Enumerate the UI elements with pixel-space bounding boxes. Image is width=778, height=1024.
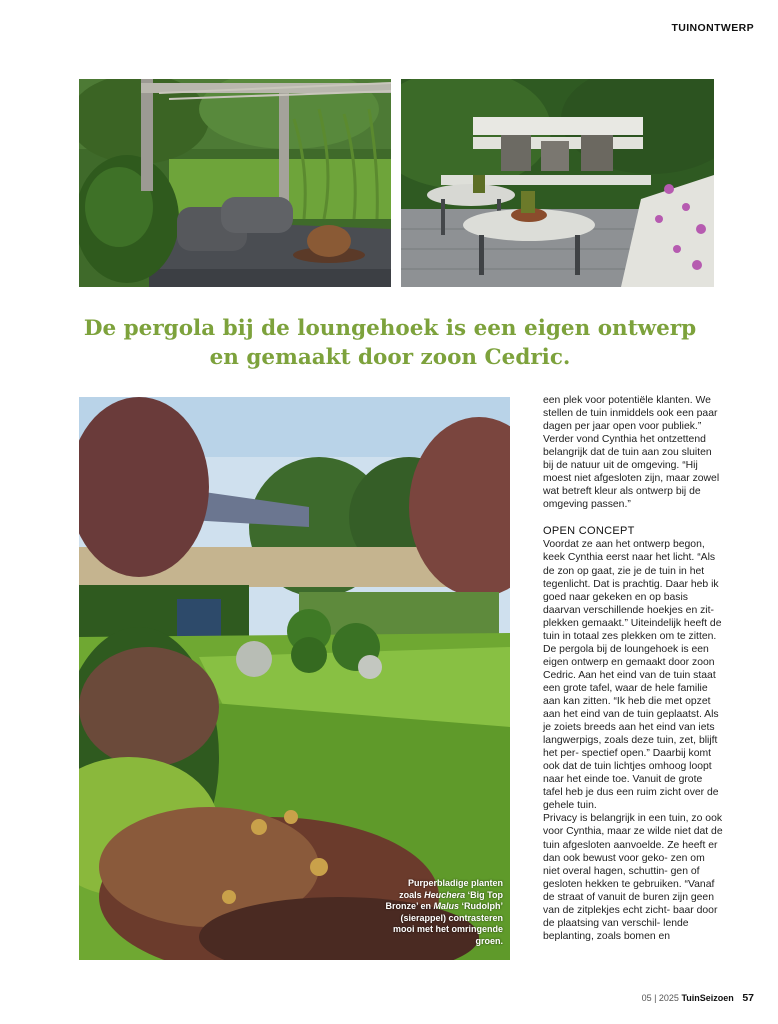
page-footer bbox=[642, 992, 754, 1004]
article-subheading: OPEN CONCEPT bbox=[543, 525, 635, 538]
pull-quote-line-1: De pergola bij de loungehoek is een eigen ontwerp bbox=[83, 316, 697, 341]
page-number: 57 bbox=[742, 992, 754, 1004]
issue-number: 05 | 2025 bbox=[641, 993, 679, 1003]
caption-italic-2: Malus bbox=[433, 901, 459, 912]
article-column bbox=[543, 394, 723, 943]
section-label: TUINONTWERP bbox=[671, 22, 754, 34]
caption-text-1: Purperbladige planten zoals bbox=[399, 878, 503, 900]
caption-italic-1: Heuchera bbox=[424, 889, 466, 900]
photo-garden-lawn bbox=[79, 397, 510, 960]
photo-caption bbox=[383, 878, 503, 948]
article-paragraph-2: Voordat ze aan het ontwerp begon, keek Cynthia eerst naar het licht. “Als de zon op gaat, zie je de tuin in het tegenlicht. Dat is prachtig. Daar heb ik goed naar gekeken en op basis daarvan verschillende hoekjes en zit- plekken gemaakt.” Uiteindelijk heeft de tuin in totaal zes plekken om te zitten. De pergola bij de loungehoek is een eigen ontwerp en gemaakt door zoon Cedric. Aan het eind van de tuin staat een grote tafel, waar de hele familie aan kan zitten. “Ik heb die met opzet aan het eind van de tuin geplaatst. Als je zoiets breeds aan het eind van iets langwerpigs, zoals deze tuin, zet, blijft het per- spectief open.” Daarbij komt ook dat de tuin lichtjes omhoog loopt naar het einde toe. Vanuit de grote tafel heb je dus een ruim zicht over de gehele tuin. bbox=[543, 539, 722, 812]
article-paragraph-1: een plek voor potentiële klanten. We stellen de tuin inmiddels ook een paar dagen per jaar open voor publiek.” Verder vond Cynthia het ontzettend belangrijk dat de tuin aan zou sluiten bij de natuur uit de omgeving. “Hij moest niet afgesloten zijn, maar zowel wat betreft kleur als ontwerp bij de omgeving passen.” bbox=[543, 395, 720, 511]
photo-lounge-tables bbox=[401, 79, 714, 287]
photo-lounge-pergola bbox=[79, 79, 391, 287]
article-paragraph-3: Privacy is belangrijk in een tuin, zo ook voor Cynthia, maar ze wilde niet dat de tuin afgesloten aanvoelde. Ze heeft er dan ook bewust voor geko- zen om niet overal hagen, schuttin- gen of gesloten hekken te gebruiken. “Vanaf de straat of vanuit de buren zijn geen van de zitplekjes echt zicht- baar door de plaatsing van verschil- lende beplanting, zoals bomen en bbox=[543, 813, 723, 942]
paragraph-gap bbox=[543, 511, 723, 524]
pull-quote bbox=[60, 314, 720, 372]
magazine-name: TuinSeizoen bbox=[681, 993, 734, 1003]
caption-text-2: ‘Big Top Bronze’ en bbox=[385, 889, 503, 912]
pull-quote-line-2: en gemaakt door zoon Cedric. bbox=[209, 345, 571, 370]
caption-text-3: ‘Rudolph’ (sierappel) contrasteren mooi met het omringende groen. bbox=[392, 901, 503, 946]
